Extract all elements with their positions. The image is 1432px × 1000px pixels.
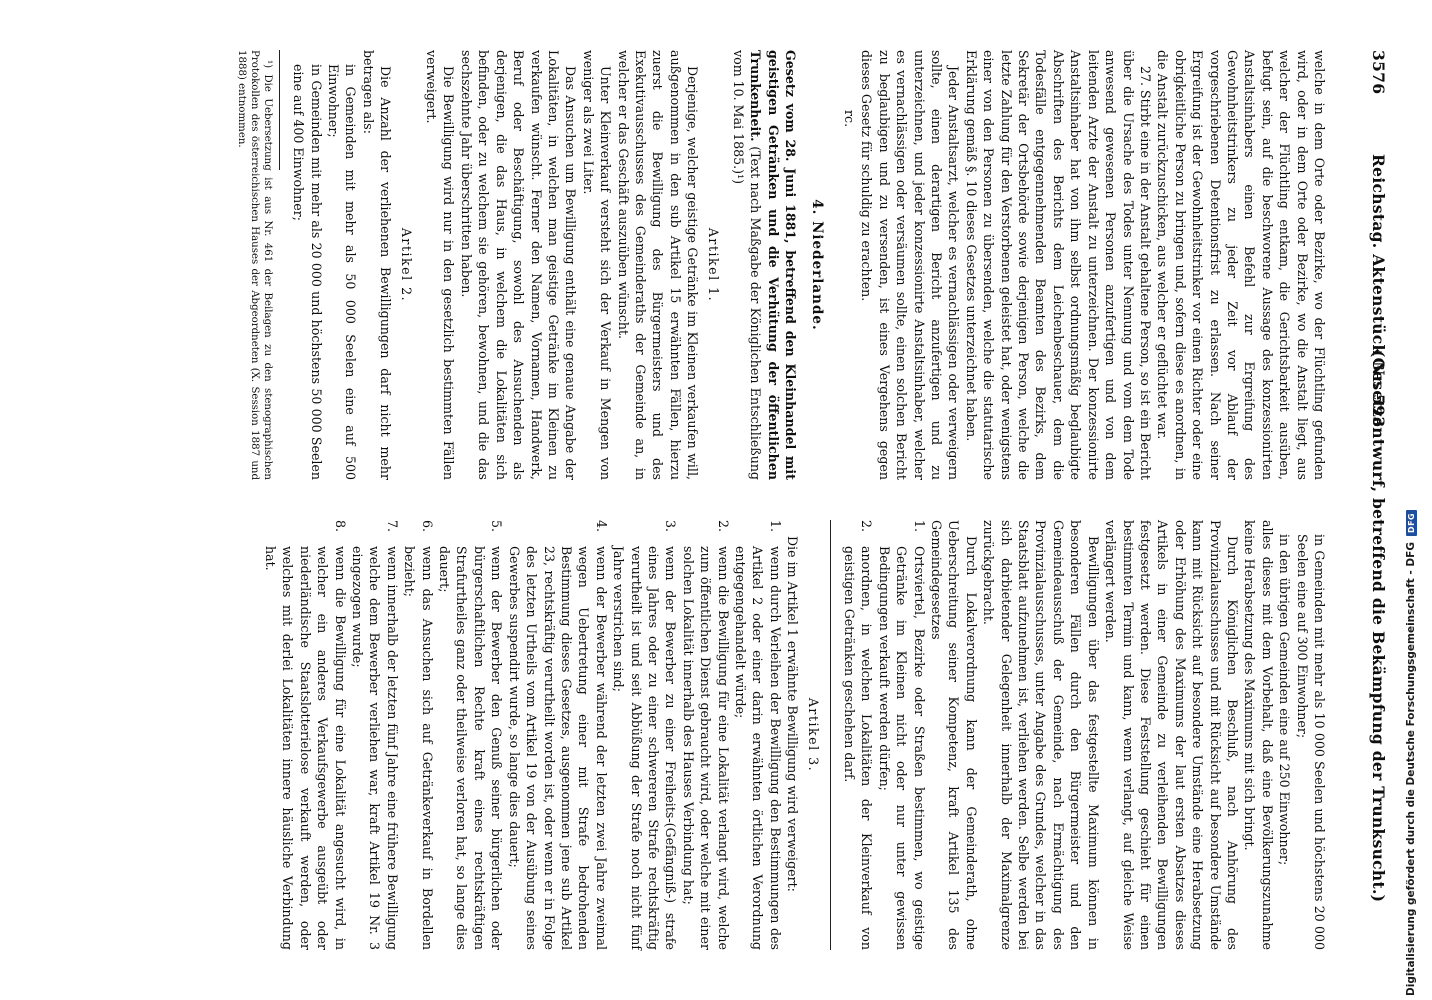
paragraph: Durch Königlichen Beschluß, nach Anhörung des Provinzialausschusses und mit Rücksicht auf besondere Umstände kann mit Rücksicht auf besondere Umstände eine Herabsetzung oder Erhöhung des Maximums der laut ersten Absatzes dieses Artikels in einer Gemeinde zu verleihenden Bewilligungen festgesetzt werden. Diese Feststellung geschieht für einen bestimmten Termin und kann, wenn verlangt, auf gleiche Weise verlängert werden. [1103, 520, 1240, 950]
dfg-logo: DFG [1406, 510, 1417, 536]
paragraph: Durch Lokalverordnung kann der Gemeinderath, ohne Ueberschreitung seiner Kompetenz, kraft Artikel 135 des Gemeindegesetzes [929, 520, 979, 950]
footnote: ¹) Die Uebersetzung ist aus Nr. 461 der Beilagen zu den stenographischen Protokollen des österreichischen Hauses der Abgeordneten (X. Session 1887 und 1888) entnommen. [235, 50, 273, 480]
right-column [262, 520, 1328, 950]
page-header [1358, 50, 1388, 930]
paragraph: alles dieses mit dem Vorbehalt, daß eine Bevölkerungszunahme keine Herabsetzung des Maximums mit sich bringt. [1242, 520, 1275, 950]
watermark-text: Digitalisierung gefördert durch die Deutsche Forschungsgemeinschaft - DFG [1405, 542, 1417, 996]
list-item: 1. Ortsviertel, Bezirke oder Straßen bestimmen, wo geistige Getränke im Kleinen nicht oder nur unter gewissen Bedingungen verkauft werden dürfen; [876, 520, 927, 950]
list-item: in Gemeinden mit mehr als 50 000 Seelen eine auf 500 Einwohner; [326, 64, 359, 480]
list-item: 7. wenn innerhalb der letzten fünf Jahre eine frühere Bewilligung welche dem Bewerber verliehen war, kraft Artikel 19 Nr. 3 eingezogen wurde; [350, 520, 400, 950]
list-item: 8. wenn die Bewilligung für eine Lokalität angesucht wird, in welcher ein anderes Verkaufsgewerbe ausgeübt oder niederländische Staatslotterielose verkauft werden, oder welches mit derlei Lokalitäten innere häusliche Verbindung hat. [263, 520, 348, 950]
column-rule [830, 520, 831, 950]
list-item: 1. wenn durch Verleihen der Bewilligung den Bestimmungen des Artikel 2 oder einer darin erwähnten örtlichen Verordnung entgegengehandelt würde; [733, 520, 783, 950]
list-item: 2. anordnen, in welchen Lokalitäten der Kleinverkauf von geistigen Getränken geschehen darf. [842, 520, 875, 950]
paragraph: Unter Kleinverkauf versteht sich der Verkauf in Mengen von weniger als zwei Liter. [580, 50, 614, 480]
paragraph: Die im Artikel 1 erwähnte Bewilligung wird verweigert: [785, 536, 801, 892]
paragraph: welche in dem Orte oder Bezirke, wo der Flüchtling gefunden wird, oder in dem Orte oder Bezirke, wo die Anstalt liegt, aus welcher der Flüchtling entkam, die Gerichtsbarkeit ausüben, befugt sein, auf die beschworene Aussage des konzessionirten Anstaltsinhabers einen Befehl zur Ergreifung des Gewohnheitstrinkers zu jeder Zeit vor Ablauf der vorgeschriebenen Detentionsfrist zu erlassen. Nach seiner Ergreifung ist der Gewohnheitstrinker vor einen Richter oder eine obrigkeitliche Person zu bringen und, sofern diese es anordnen, in die Anstalt zurückzuschicken, aus welcher er geflüchtet war. [1155, 50, 1327, 480]
paragraph: Die Anzahl der verliehenen Bewilligungen darf nicht mehr betragen als: [360, 50, 394, 480]
law-title: Gesetz vom 28. Juni 1881, betreffend den Kleinhandel mit geistigen Getränken und die Verhütung der öffentlichen Trunkenheit. (Text nach Maßgabe der Königlichen Entschließung vom 10. Mai 1885.)¹) [731, 50, 799, 480]
list-item: in den übrigen Gemeinden eine auf 250 Einwohner; [1277, 534, 1293, 866]
paragraph: Bewilligungen über das festgestellte Maximum können in besonderen Fällen durch den Bürgermeister und den Gemeindeausschuß der Gemeinde, nach Ermächtigung des Provinzialausschusses, unter Angabe des Grundes, welcher in das Staatsblatt aufzunehmen ist, verliehen werden. Selbe werden bei sich darbietender Gelegenheit innerhalb der Maximalgrenze zurückgebracht. [981, 520, 1101, 950]
paragraph-etc: rc. [842, 110, 858, 128]
list-item: in Gemeinden mit mehr als 10 000 Seelen und höchstens 20 000 Seelen eine auf 300 Einwohner; [1294, 534, 1327, 950]
list-item: 6. wenn das Ansuchen sich auf Getränkeverkauf in Bordellen bezieht; [402, 520, 435, 950]
list-item: 2. wenn die Bewilligung für eine Lokalität verlangt wird, welche zum öffentlichen Dienst gebraucht wird, oder welche mit einer solchen Lokalität innerhalb des Hauses Verbindung hat; [680, 520, 731, 950]
list-item: 4. wenn der Bewerber während der letzten zwei Jahre zweimal wegen Uebertretung einer mit Strafe bedrohenden Bestimmung dieses Gesetzes, ausgenommen jene sub Artikel 23, rechtskräftig verurtheilt worden ist, oder wenn er in Folge des letzten Urtheils vom Artikel 19 von der Ausübung seines Gewerbes suspendirt wurde, so lange dies dauert; [506, 520, 609, 950]
footnote-rule [279, 50, 280, 170]
header-title: (Gesetzentwurf, betreffend die Bekämpfung der Trunksucht.) [1369, 350, 1388, 903]
left-column [235, 50, 1328, 480]
list-item: 3. wenn der Bewerber zu einer Freiheits-(Gefängniß-) strafe eines Jahres oder zu einer schwereren Strafe rechtskräftig verurtheilt ist und seit Abbüßung der Strafe noch nicht fünf Jahre verstrichen sind; [611, 520, 679, 950]
paragraph: 27. Stirbt eine in der Anstalt gehaltene Person, so ist ein Bericht über die Ursache des Todes unter Nennung und vom dem Tode anwesend gewesenen Personen anzufertigen und von dem leitenden Arzte der Anstalt zu unterzeichnen. Der konzessionirte Anstaltsinhaber hat von ihm selbst ordnungsmäßig beglaubigte Abschriften des Berichts dem Leichenbeschauer, dem die Todesfälle entgegennehmenden Beamten des Bezirks, dem Sekretär der Ortsbehörde sowie derjenigen Person, welche die letzte Zahlung für den Verstorbenen geleistet hat, oder wenigstens einer von den Personen zu übersenden, welche die statutarische Erklärung gemäß §. 10 dieses Gesetzes unterzeichnet haben. [963, 50, 1153, 480]
article-heading: Artikel 1. [705, 227, 721, 303]
running-head: Reichstag. Aktenstück Nr. 593. [1369, 154, 1388, 434]
page-number: 3576 [1369, 50, 1388, 95]
paragraph: Derjenige, welcher geistige Getränke im Kleinen verkaufen will, außgenommen in den sub Artikel 15 erwähnten Fällen, hierzu zuerst die Bewilligung des Bürgermeisters und des Exekutivausschusses des Gemeinderaths der Gemeinde an, in welcher er das Geschäft auszuüben wünscht. [615, 50, 701, 480]
list-item: in Gemeinden mit mehr als 20 000 und höchstens 50 000 Seelen eine auf 400 Einwohner; [291, 64, 324, 480]
article-heading: Artikel 3. [805, 697, 821, 773]
paragraph: Die Bewilligung wird nur in den gesetzlich bestimmten Fällen verweigert. [424, 50, 457, 480]
list-item: 5. wenn der Bewerber den Genuß seiner bürgerlichen oder bürgerschaftlichen Rechte kraft eines rechtskräftigen Strafurtheiles ganz oder theilweise verloren hat, so lange dies dauert; [437, 520, 505, 950]
article-heading: Artikel 2. [398, 227, 414, 303]
paragraph: Das Ansuchen um Bewilligung enthält eine genaue Angabe der Lokalitäten, in welchen man geistige Getränke im Kleinen zu verkaufen wünscht. Ferner den Namen, Vornamen, Handwerk, Beruf oder Beschäftigung, sowohl des Ansuchenden als derjenigen, die das Haus, in welchem die Lokalitäten sich befinden, oder zu welchem sie gehören, bewohnen, und die das sechszehnte Jahr überschritten haben. [458, 50, 579, 480]
paragraph: Jeder Anstaltsarzt, welcher es vernachlässigen oder verweigern sollte, einen derartigen Bericht anzufertigen und zu unterzeichnen, und jeder konzessionirte Anstaltsinhaber, welcher es vernachlässigen oder versäumen sollte, einen solchen Bericht zu beglaubigen und zu versenden, ist eines Vergehens gegen dieses Gesetz für schuldig zu erachten. [859, 50, 962, 480]
dfg-watermark [1398, 6, 1428, 996]
section-heading: 4. Niederlande. [808, 199, 825, 331]
